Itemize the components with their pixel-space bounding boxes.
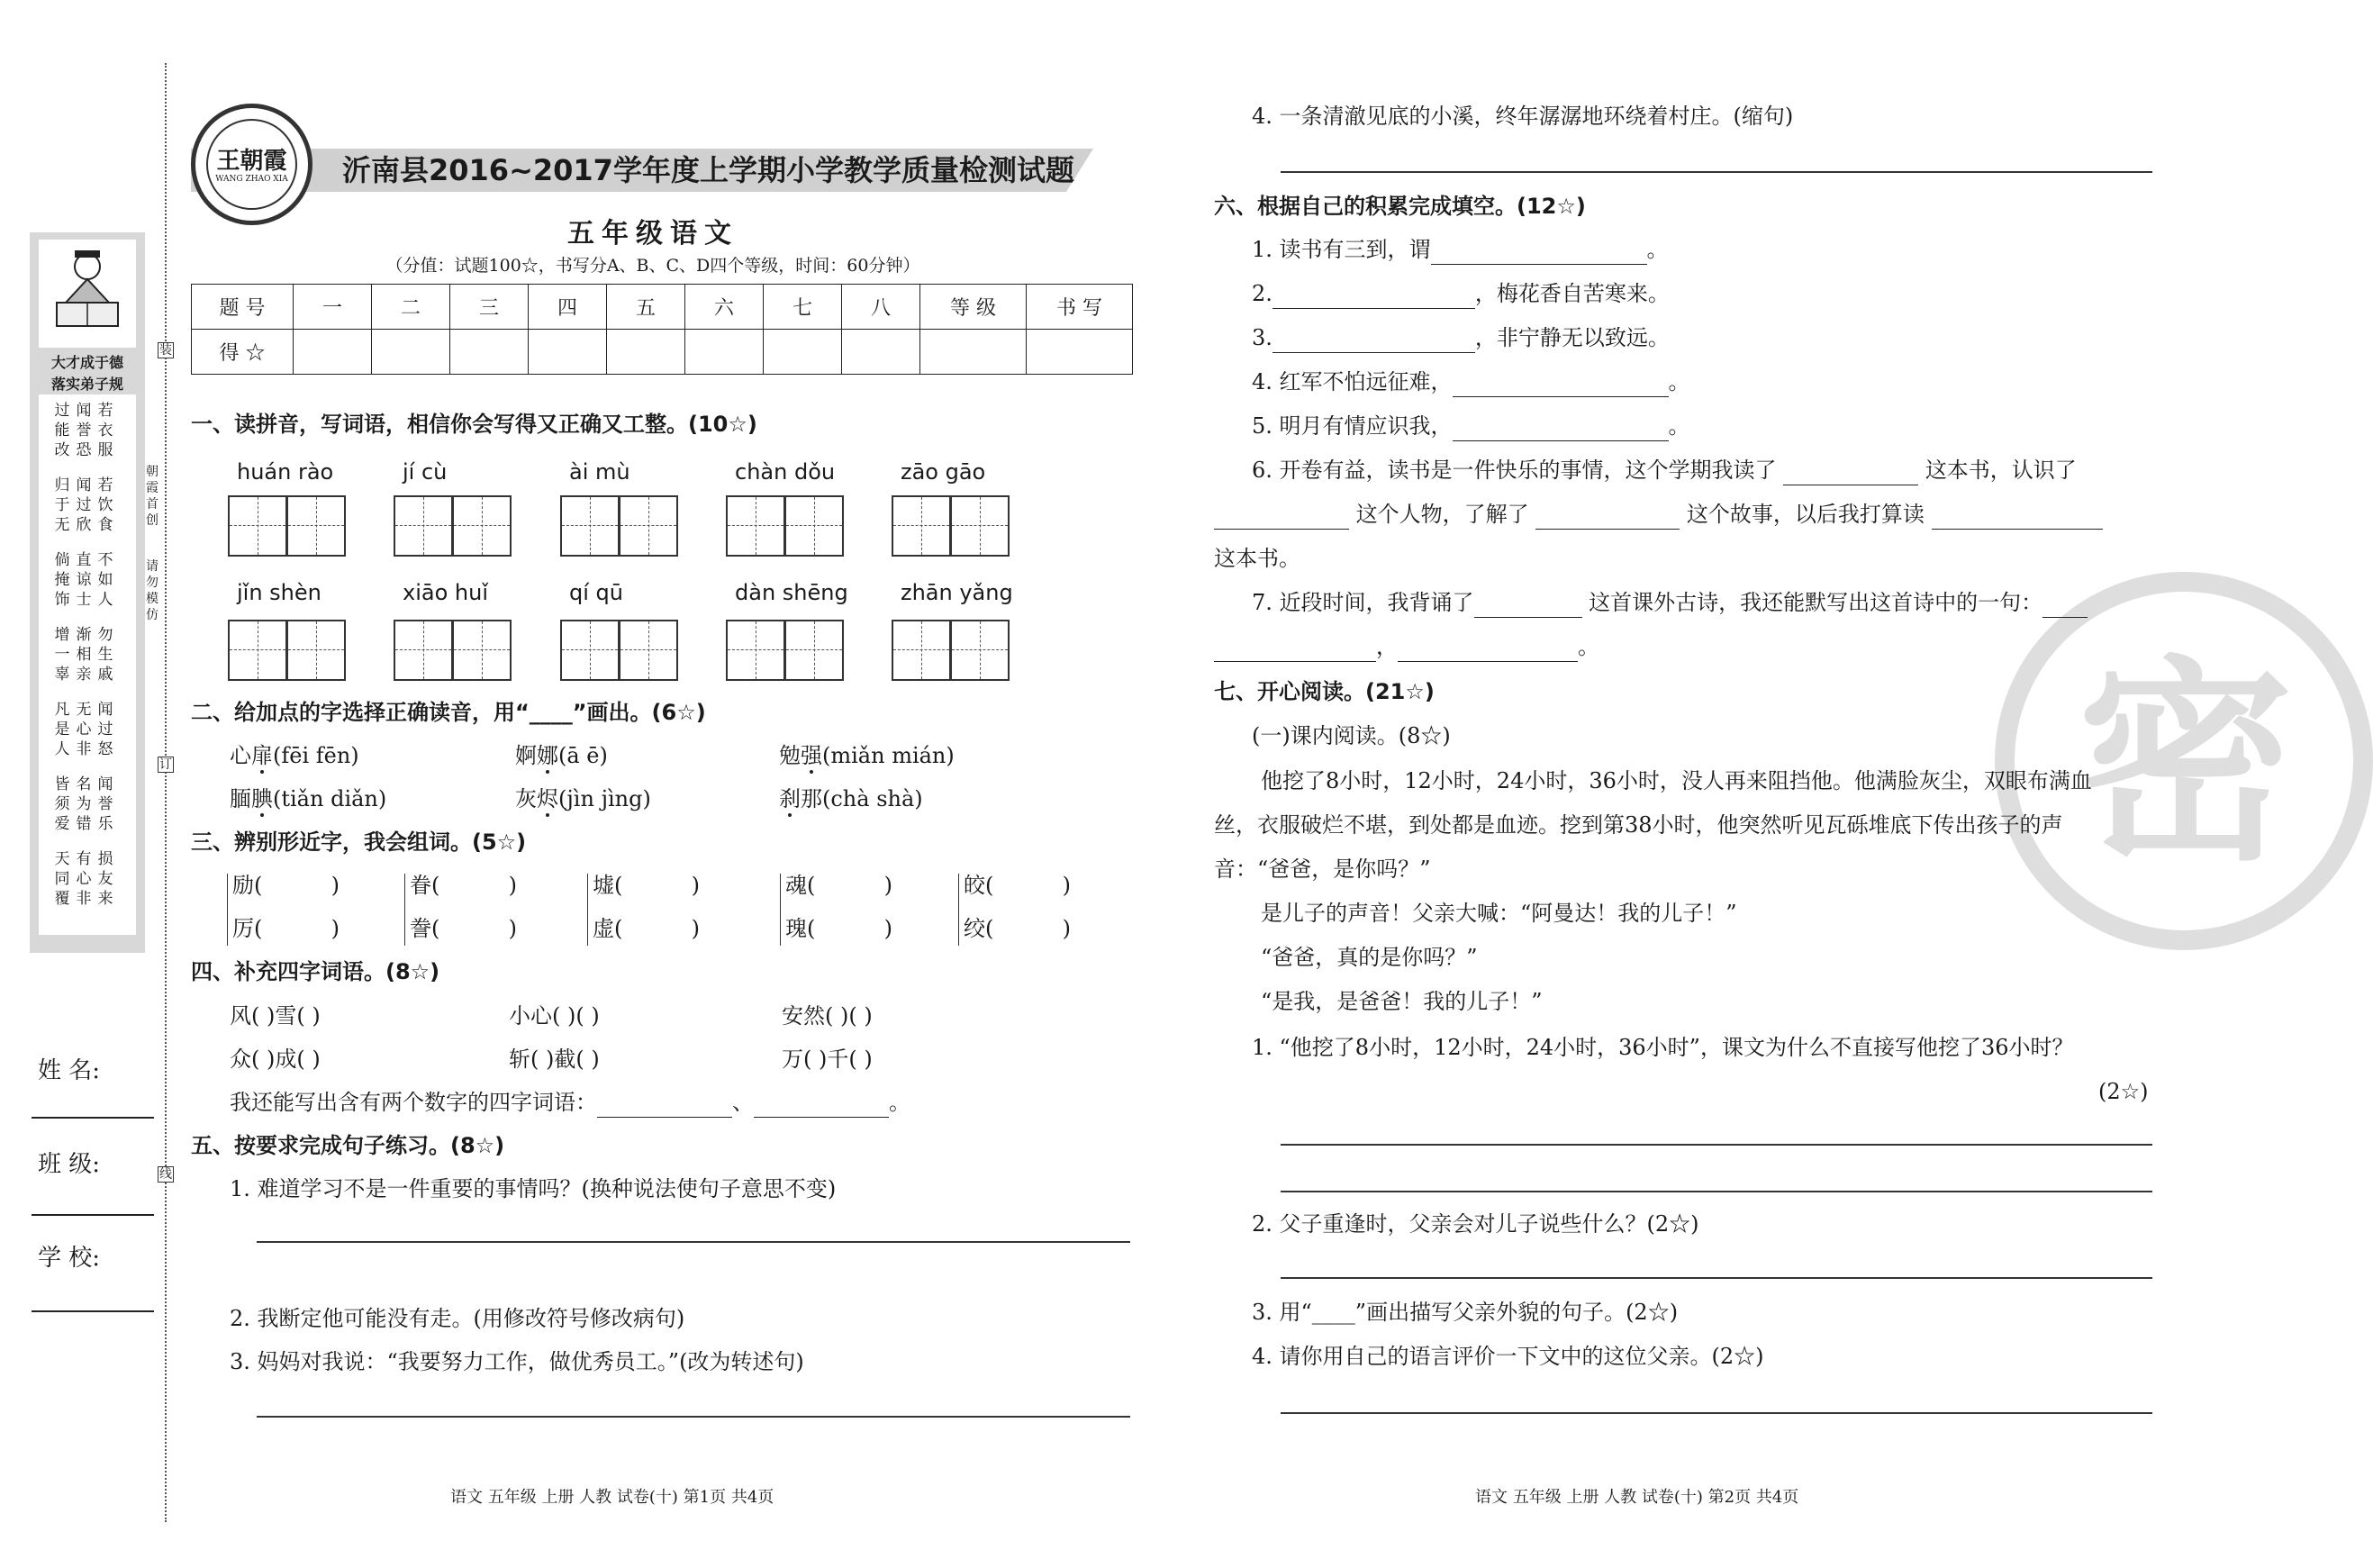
poem-col: 若 衣 服 bbox=[97, 402, 113, 459]
writing-cell[interactable] bbox=[560, 495, 620, 557]
answer-line[interactable] bbox=[1281, 1277, 2152, 1279]
cell-guide-v bbox=[980, 621, 981, 679]
cell-guide-v bbox=[482, 497, 483, 555]
fill-q3: 3. ，非宁静无以致远。 bbox=[1252, 323, 1670, 353]
score-cell: 五 bbox=[607, 285, 685, 330]
poem-col: 若 饮 食 bbox=[97, 476, 113, 534]
motto-1: 大才成于德 bbox=[50, 354, 123, 371]
reading-q2: 2. 父子重逢时，父亲会对儿子说些什么？(2☆) bbox=[1252, 1211, 1699, 1237]
answer-blank[interactable] bbox=[1273, 323, 1475, 353]
bracket-line bbox=[958, 874, 959, 946]
writing-cell[interactable] bbox=[726, 620, 785, 681]
pinyin-label: qí qū bbox=[569, 580, 623, 605]
score-cell: 七 bbox=[764, 285, 842, 330]
pinyin-label: zhān yǎng bbox=[901, 580, 1013, 605]
answer-blank[interactable] bbox=[1932, 500, 2103, 530]
writing-cell[interactable] bbox=[950, 620, 1010, 681]
poem-col: 勿 生 戚 bbox=[97, 626, 113, 684]
cell-guide-v bbox=[482, 621, 483, 679]
idiom-item: 风( )雪( ) bbox=[230, 1003, 321, 1029]
score-input[interactable] bbox=[685, 330, 764, 375]
similar-char-item: 魂( ) bbox=[785, 873, 893, 898]
sentence-q1: 1. 难道学习不是一件重要的事情吗？(换种说法使句子意思不变) bbox=[230, 1176, 837, 1201]
writing-cell[interactable] bbox=[286, 495, 346, 557]
sentence-q2: 2. 我断定他可能没有走。(用修改符号修改病句) bbox=[230, 1306, 685, 1331]
writing-cell[interactable] bbox=[394, 620, 453, 681]
cell-guide-v bbox=[423, 497, 424, 555]
passage-line: “爸爸，真的是你吗？” bbox=[1261, 945, 1478, 970]
fill-q6-cont: 这个人物，了解了 这个故事，以后我打算读 bbox=[1214, 500, 2103, 530]
sentence-q3: 3. 妈妈对我说：“我要努力工作，做优秀员工。”(改为转述句) bbox=[230, 1349, 804, 1374]
poem-col: 闻 誉 乐 bbox=[97, 775, 113, 833]
fill-q6-end: 这本书。 bbox=[1214, 546, 1300, 571]
section-4-heading: 四、补充四字词语。(8☆) bbox=[191, 959, 440, 984]
binding-mark-2: 订 bbox=[159, 757, 172, 772]
answer-line[interactable] bbox=[1281, 1412, 2152, 1414]
answer-blank[interactable] bbox=[1474, 588, 1582, 618]
section-3-heading: 三、辨别形近字，我会组词。(5☆) bbox=[191, 829, 527, 855]
answer-blank[interactable] bbox=[597, 1088, 732, 1118]
score-cell: 一 bbox=[294, 285, 372, 330]
cell-guide-v bbox=[921, 497, 922, 555]
fill-q1: 1. 读书有三到，谓 。 bbox=[1252, 235, 1669, 265]
answer-blank[interactable] bbox=[1535, 500, 1680, 530]
poem-col: 皆 须 爱 bbox=[54, 775, 70, 833]
answer-line[interactable] bbox=[1281, 1191, 2152, 1192]
bracket-line bbox=[587, 874, 588, 946]
score-header-row bbox=[192, 285, 1133, 330]
footer-right: 语文 五年级 上册 人教 试卷(十) 第2页 共4页 bbox=[1475, 1488, 1799, 1507]
similar-char-item: 誊( ) bbox=[410, 916, 518, 941]
score-note: （分值：试题100☆，书写分A、B、C、D四个等级，时间：60分钟） bbox=[385, 256, 920, 276]
cell-guide-v bbox=[980, 497, 981, 555]
writing-cell[interactable] bbox=[286, 620, 346, 681]
writing-cell[interactable] bbox=[228, 495, 287, 557]
poem-col: 闻 过 怒 bbox=[97, 701, 113, 758]
score-input[interactable] bbox=[920, 330, 1027, 375]
writing-cell[interactable] bbox=[452, 620, 512, 681]
fill-q5: 5. 明月有情应识我， 。 bbox=[1252, 412, 1690, 441]
logo-text: 王朝霞 bbox=[216, 148, 287, 175]
fill-q6: 6. 开卷有益，读书是一件快乐的事情，这个学期我读了 这本书，认识了 bbox=[1252, 456, 2077, 485]
cell-guide-v bbox=[814, 621, 815, 679]
binding-mark-3: 线 bbox=[159, 1167, 172, 1182]
writing-cell[interactable] bbox=[560, 620, 620, 681]
pinyin-label: jí cù bbox=[403, 459, 448, 485]
section-5-heading: 五、按要求完成句子练习。(8☆) bbox=[191, 1133, 505, 1158]
answer-blank[interactable] bbox=[1398, 632, 1578, 662]
cell-guide-v bbox=[921, 621, 922, 679]
score-input[interactable] bbox=[294, 330, 372, 375]
idiom-extra: 我还能写出含有两个数字的四字词语： 、 。 bbox=[230, 1088, 910, 1118]
fill-q7: 7. 近段时间，我背诵了 这首课外古诗，我还能默写出这首诗中的一句： bbox=[1252, 588, 2088, 618]
reading-item: 婀娜(ā ē) bbox=[515, 743, 608, 768]
passage-line: 是儿子的声音！父亲大喊：“阿曼达！我的儿子！” bbox=[1261, 901, 1737, 926]
answer-blank[interactable] bbox=[1214, 632, 1376, 662]
score-cell: 二 bbox=[372, 285, 450, 330]
sentence-q4: 4. 一条清澈见底的小溪，终年潺潺地环绕着村庄。(缩句) bbox=[1252, 104, 1794, 129]
idiom-item: 斩( )截( ) bbox=[509, 1047, 600, 1072]
brand-logo bbox=[191, 104, 312, 225]
bracket-line bbox=[227, 874, 228, 946]
answer-blank[interactable] bbox=[2042, 588, 2088, 618]
seal-text-1: 朝 霞 首 创 bbox=[146, 465, 159, 528]
reading-q3: 3. 用“____”画出描写父亲外貌的句子。(2☆) bbox=[1252, 1300, 1679, 1325]
fill-q4: 4. 红军不怕远征难， 。 bbox=[1252, 367, 1690, 397]
cell-guide-v bbox=[316, 621, 317, 679]
school-field[interactable] bbox=[32, 1310, 154, 1312]
reading-item: 勉强(miǎn mián) bbox=[779, 743, 955, 768]
poem-col: 闻 誉 恐 bbox=[76, 402, 92, 459]
name-label: 姓 名: bbox=[38, 1057, 101, 1084]
pinyin-label: dàn shēng bbox=[735, 580, 848, 605]
writing-cell[interactable] bbox=[726, 495, 785, 557]
similar-char-item: 墟( ) bbox=[593, 873, 701, 898]
score-cell: 书 写 bbox=[1027, 285, 1133, 330]
idiom-item: 安然( )( ) bbox=[782, 1003, 873, 1029]
writing-cell[interactable] bbox=[619, 495, 678, 557]
section-6-heading: 六、根据自己的积累完成填空。(12☆) bbox=[1214, 194, 1586, 219]
score-values-row bbox=[192, 330, 1133, 375]
similar-char-item: 厉( ) bbox=[232, 916, 340, 941]
pinyin-label: jǐn shèn bbox=[237, 580, 322, 605]
poem-col: 归 于 无 bbox=[54, 476, 70, 534]
fill-q2: 2. ，梅花香自苦寒来。 bbox=[1252, 279, 1670, 309]
score-cell: 四 bbox=[529, 285, 607, 330]
idiom-item: 万( )千( ) bbox=[782, 1047, 873, 1072]
writing-cell[interactable] bbox=[619, 620, 678, 681]
answer-blank[interactable] bbox=[1453, 367, 1669, 397]
score-table bbox=[191, 284, 1133, 375]
similar-char-item: 励( ) bbox=[232, 873, 340, 898]
cell-guide-v bbox=[648, 497, 649, 555]
passage-line: 音：“爸爸，是你吗？” bbox=[1214, 857, 1431, 882]
similar-char-item: 皎( ) bbox=[964, 873, 1072, 898]
reading-item: 刹那(chà shà) bbox=[779, 786, 923, 811]
score-input[interactable] bbox=[1027, 330, 1133, 375]
binding-dotted-line bbox=[165, 63, 167, 1522]
score-cell: 三 bbox=[450, 285, 529, 330]
poem-col: 直 谅 士 bbox=[76, 551, 92, 609]
fill-q7-cont: ， 。 bbox=[1214, 632, 1599, 662]
poem-col: 增 一 辜 bbox=[54, 626, 70, 684]
writing-cell[interactable] bbox=[784, 495, 844, 557]
answer-blank[interactable] bbox=[1453, 412, 1669, 441]
seal-text-2: 请 勿 模 仿 bbox=[146, 559, 159, 622]
reading-q1: 1. “他挖了8小时，12小时，24小时，36小时”，课文为什么不直接写他挖了36小时？ bbox=[1252, 1035, 2074, 1060]
pinyin-label: ài mù bbox=[569, 459, 630, 485]
answer-blank[interactable] bbox=[1214, 500, 1349, 530]
pinyin-label: xiāo huǐ bbox=[403, 580, 488, 605]
similar-char-item: 眷( ) bbox=[410, 873, 518, 898]
passage-line: 丝，衣服破烂不堪，到处都是血迹。挖到第38小时，他突然听见瓦砾堆底下传出孩子的声 bbox=[1214, 812, 2063, 838]
poem-col: 天 同 覆 bbox=[54, 850, 70, 908]
cell-guide-v bbox=[316, 497, 317, 555]
section-2-heading: 二、给加点的字选择正确读音，用“____”画出。(6☆) bbox=[191, 700, 706, 725]
bracket-line bbox=[404, 874, 405, 946]
reading-item: 心扉(fēi fēn) bbox=[230, 743, 359, 768]
footer-left: 语文 五年级 上册 人教 试卷(十) 第1页 共4页 bbox=[450, 1488, 774, 1507]
score-cell: 等 级 bbox=[920, 285, 1027, 330]
passage-line: 他挖了8小时，12小时，24小时，36小时，没人再来阻挡他。他满脸灰尘，双眼布满血 bbox=[1261, 768, 2092, 793]
writing-cell[interactable] bbox=[394, 495, 453, 557]
score-cell: 题 号 bbox=[192, 285, 294, 330]
idiom-item: 众( )成( ) bbox=[230, 1047, 321, 1072]
similar-char-item: 虚( ) bbox=[593, 916, 701, 941]
cell-guide-v bbox=[814, 497, 815, 555]
writing-cell[interactable] bbox=[452, 495, 512, 557]
writing-cell[interactable] bbox=[228, 620, 287, 681]
section-1-heading: 一、读拼音，写词语，相信你会写得又正确又工整。(10☆) bbox=[191, 412, 757, 437]
reading-q4: 4. 请你用自己的语言评价一下文中的这位父亲。(2☆) bbox=[1252, 1344, 1764, 1369]
poem-col: 倘 掩 饰 bbox=[54, 551, 70, 609]
watermark-text: 密 bbox=[2077, 636, 2294, 890]
class-label: 班 级: bbox=[38, 1151, 101, 1178]
section-7-heading: 七、开心阅读。(21☆) bbox=[1214, 679, 1435, 704]
answer-line[interactable] bbox=[1281, 171, 2152, 173]
writing-cell[interactable] bbox=[892, 620, 951, 681]
poem-col: 有 心 非 bbox=[76, 850, 92, 908]
cell-guide-v bbox=[423, 621, 424, 679]
score-cell: 八 bbox=[842, 285, 920, 330]
poem-col: 损 友 来 bbox=[97, 850, 113, 908]
writing-cell[interactable] bbox=[784, 620, 844, 681]
writing-cell[interactable] bbox=[950, 495, 1010, 557]
binding-mark-1: 装 bbox=[159, 343, 172, 358]
poem-col: 不 如 人 bbox=[97, 551, 113, 609]
answer-line[interactable] bbox=[1281, 1144, 2152, 1146]
reading-subheading: (一)课内阅读。(8☆) bbox=[1252, 723, 1451, 748]
score-input[interactable] bbox=[842, 330, 920, 375]
writing-cell[interactable] bbox=[892, 495, 951, 557]
cell-guide-v bbox=[590, 497, 591, 555]
pinyin-label: huán rào bbox=[237, 459, 334, 485]
answer-blank[interactable] bbox=[754, 1088, 889, 1118]
secret-watermark bbox=[1995, 572, 2373, 950]
poem-col: 凡 是 人 bbox=[54, 701, 70, 758]
answer-blank[interactable] bbox=[1783, 456, 1918, 485]
answer-line[interactable] bbox=[257, 1241, 1130, 1243]
cell-guide-v bbox=[648, 621, 649, 679]
reading-item: 灰烬(jìn jìng) bbox=[515, 786, 651, 811]
reading-item: 腼腆(tiǎn diǎn) bbox=[230, 786, 387, 811]
name-field[interactable] bbox=[32, 1117, 154, 1119]
motto-2: 落实弟子规 bbox=[50, 376, 123, 393]
score-input[interactable] bbox=[529, 330, 607, 375]
class-field[interactable] bbox=[32, 1214, 154, 1216]
poem-col: 闻 过 欣 bbox=[76, 476, 92, 534]
pinyin-label: zāo gāo bbox=[901, 459, 986, 485]
cell-guide-v bbox=[590, 621, 591, 679]
score-input[interactable] bbox=[764, 330, 842, 375]
passage-line: “是我，是爸爸！我的儿子！” bbox=[1261, 989, 1543, 1014]
poem-col: 无 心 非 bbox=[76, 701, 92, 758]
pinyin-label: chàn dǒu bbox=[735, 459, 836, 485]
similar-char-item: 绞( ) bbox=[964, 916, 1072, 941]
subject-title: 五年级语文 bbox=[567, 218, 738, 249]
exam-title: 沂南县2016~2017学年度上学期小学教学质量检测试题 bbox=[342, 153, 1074, 187]
poem-col: 名 为 错 bbox=[76, 775, 92, 833]
score-cell: 六 bbox=[685, 285, 764, 330]
answer-blank[interactable] bbox=[1273, 279, 1475, 309]
score-input[interactable] bbox=[450, 330, 529, 375]
score-input[interactable] bbox=[372, 330, 450, 375]
similar-char-item: 瑰( ) bbox=[785, 916, 893, 941]
answer-blank[interactable] bbox=[1431, 235, 1647, 265]
poem-col: 过 能 改 bbox=[54, 402, 70, 459]
logo-subtext: WANG ZHAO XIA bbox=[215, 175, 288, 184]
reading-q1-score: (2☆) bbox=[2098, 1079, 2149, 1104]
answer-line[interactable] bbox=[257, 1416, 1130, 1418]
score-input[interactable] bbox=[607, 330, 685, 375]
school-label: 学 校: bbox=[38, 1245, 101, 1272]
bracket-line bbox=[780, 874, 781, 946]
poem-col: 渐 相 亲 bbox=[76, 626, 92, 684]
idiom-item: 小心( )( ) bbox=[509, 1003, 600, 1029]
score-row-label: 得 ☆ bbox=[192, 330, 294, 375]
